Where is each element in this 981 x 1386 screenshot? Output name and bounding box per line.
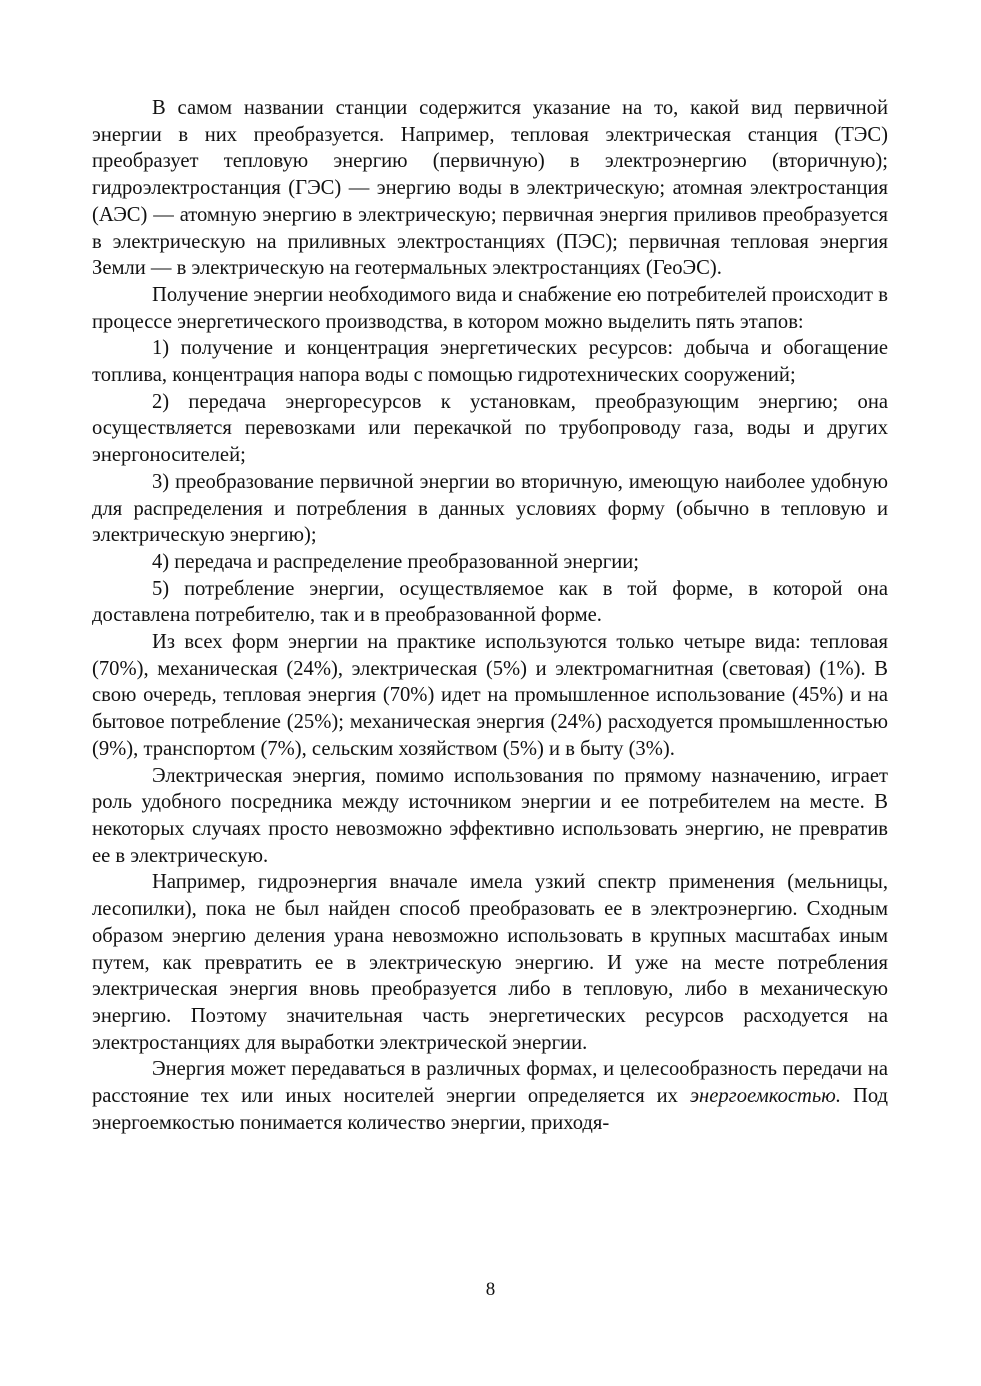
paragraph-text-after: Под энергоемкостью понимается количество энергии, приходя- (92, 1085, 889, 1134)
paragraph-energy-production: Получение энергии необходимого вида и снабжение ею потребителей происходит в процессе энергетического производства, в котором можно выделить пять этапов: (92, 283, 888, 333)
list-item-stage-1: 1) получение и концентрация энергетических ресурсов: добыча и обогащение топлива, концентрация напора воды с помощью гидротехнических сооружений; (92, 337, 888, 387)
paragraph-station-names: В самом названии станции содержится указание на то, какой вид первичной энергии в них преобразуется. Например, тепловая электрическая станция (ТЭС) преобразует тепловую энергию (первичную) в электроэнергию (вторичную); гидроэлектростанция (ГЭС) — энергию воды в электрическую; атомная электростанция (АЭС) — атомную энергию в электрическую; первичная энергия приливов преобразуется в электрическую на приливных электростанциях (ПЭС); первичная тепловая энергия Земли — в электрическую на геотермальных электростанциях (ГеоЭС). (92, 97, 888, 280)
list-item-stage-3: 3) преобразование первичной энергии во вторичную, имеющую наиболее удобную для распределения и потребления в данных условиях форму (обычно в тепловую и электрическую энергию); (92, 470, 888, 547)
paragraph-electric-energy: Электрическая энергия, помимо использования по прямому назначению, играет роль удобного посредника между источником энергии и ее потребителем на месте. В некоторых случаях просто невозможно эффективно использовать энергию, не превратив ее в электрическую. (92, 764, 888, 867)
emphasized-term: энергоемкостью. (689, 1085, 841, 1108)
paragraph-energy-forms: Из всех форм энергии на практике используются только четыре вида: тепловая (70%), механическая (24%), электрическая (5%) и электромагнитная (световая) (1%). В свою очередь, тепловая энергия (70%) идет на промышленное использование (45%) и на бытовое потребление (25%); механическая энергия (24%) расходуется промышленностью (9%), транспортом (7%), сельским хозяйством (5%) и в быту (3%). (92, 631, 888, 760)
list-item-stage-5: 5) потребление энергии, осуществляемое как в той форме, в которой она доставлена потребителю, так и в преобразованной форме. (92, 577, 888, 627)
page-number: 8 (485, 1279, 496, 1300)
list-item-stage-4: 4) передача и распределение преобразованной энергии; (152, 550, 639, 573)
paragraph-hydro-example: Например, гидроэнергия вначале имела узкий спектр применения (мельницы, лесопилки), пока не был найден способ преобразовать ее в электроэнергию. Сходным образом энергию деления урана невозможно использовать в крупных масштабах иным путем, как превратить ее в электрическую энергию. И уже на месте потребления электрическая энергия вновь преобразуется либо в тепловую, либо в механическую энергию. Поэтому значительная часть энергетических ресурсов расходуется на электростанциях для выработки электрической энергии. (92, 871, 888, 1054)
paragraph-text-before: Энергия может передаваться в различных формах, и целесообразность передачи на расстояние тех или иных носителей энергии определяется их (92, 1058, 888, 1108)
list-item-stage-2: 2) передача энергоресурсов к установкам, преобразующим энергию; она осуществляется перевозками или перекачкой по трубопроводу газа, воды и других энергоносителей; (92, 390, 888, 467)
document-body (92, 95, 888, 1136)
paragraph-energy-intensity (92, 1056, 888, 1136)
